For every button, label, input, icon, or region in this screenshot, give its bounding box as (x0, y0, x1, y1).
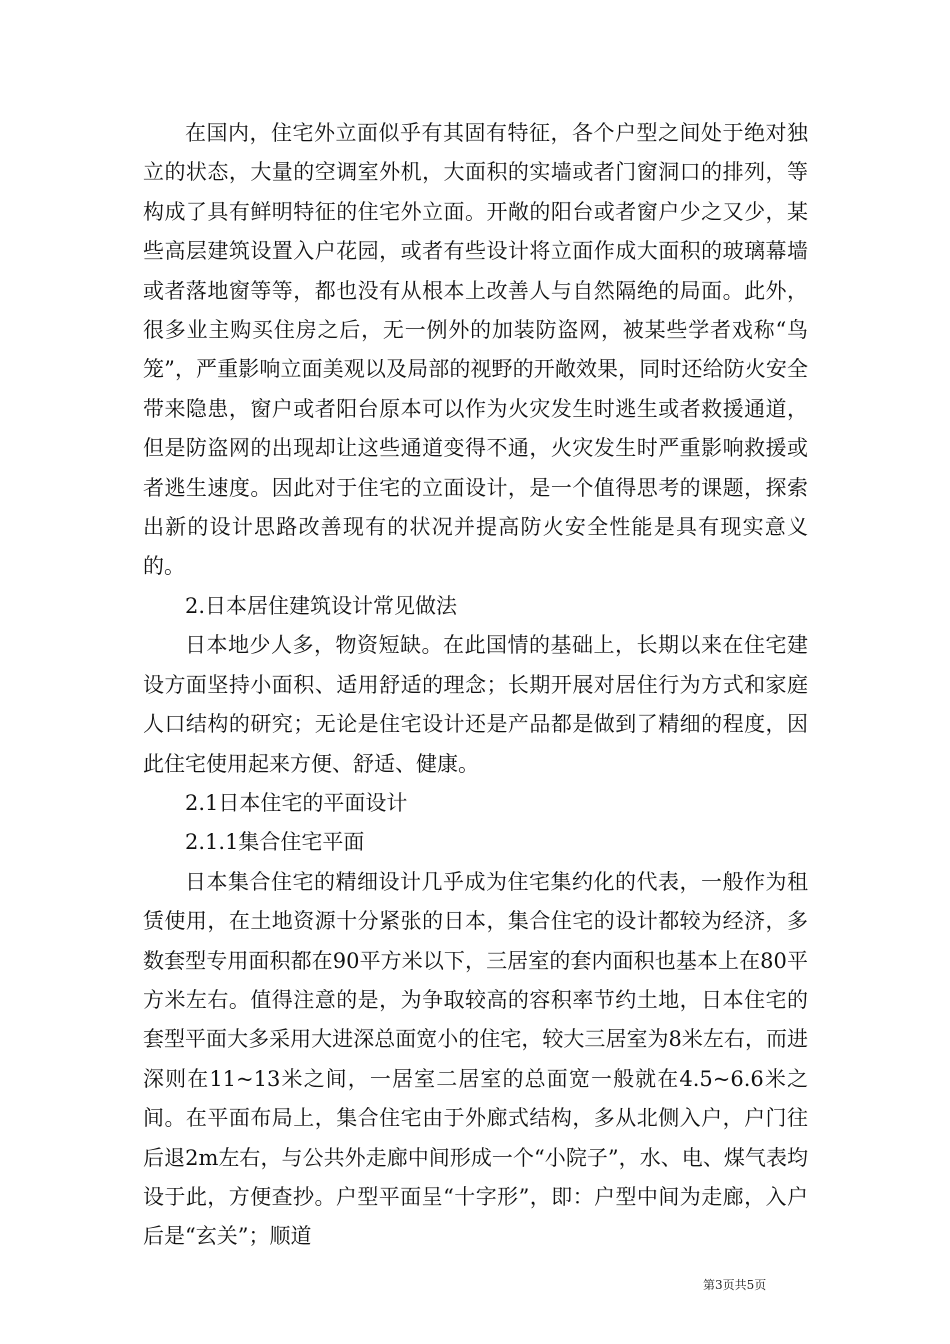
paragraph-japan-housing-intro: 日本地少人多，物资短缺。在此国情的基础上，长期以来在住宅建设方面坚持小面积、适用舒适的理念；长期开展对居住行为方式和家庭人口结构的研究；无论是住宅设计还是产品都是做到了精细的程度，因此住宅使用起来方便、舒适、健康。 (143, 633, 808, 776)
section-heading-2: 2.日本居住建筑设计常见做法 (185, 593, 458, 618)
page-number-footer: 第3页共5页 (703, 1278, 767, 1292)
paragraph-facade-issues: 在国内，住宅外立面似乎有其固有特征，各个户型之间处于绝对独立的状态，大量的空调室外机，大面积的实墙或者门窗洞口的排列，等构成了具有鲜明特征的住宅外立面。开敞的阳台或者窗户少之又少，某些高层建筑设置入户花园，或者有些设计将立面作成大面积的玻璃幕墙或者落地窗等等，都也没有从根本上改善人与自然隔绝的局面。此外，很多业主购买住房之后，无一例外的加装防盗网，被某些学者戏称“鸟笼”，严重影响立面美观以及局部的视野的开敞效果，同时还给防火安全带来隐患，窗户或者阳台原本可以作为火灾发生时逃生或者救援通道，但是防盗网的出现却让这些通道变得不通，火灾发生时严重影响救援或者逃生速度。因此对于住宅的立面设计，是一个值得思考的课题，探索出新的设计思路改善现有的状况并提高防火安全性能是具有现实意义的。 (143, 121, 808, 579)
section-heading-2-1: 2.1日本住宅的平面设计 (185, 790, 408, 815)
document-body (143, 114, 808, 1257)
section-heading-2-1-1: 2.1.1集合住宅平面 (185, 830, 365, 855)
paragraph-collective-housing: 日本集合住宅的精细设计几乎成为住宅集约化的代表，一般作为租赁使用，在土地资源十分紧张的日本，集合住宅的设计都较为经济，多数套型专用面积都在90平方米以下，三居室的套内面积也基本上在80平方米左右。值得注意的是，为争取较高的容积率节约土地，日本住宅的套型平面大多采用大进深总面宽小的住宅，较大三居室为8米左右，而进深则在11~13米之间，一居室二居室的总面宽一般就在4.5~6.6米之间。在平面布局上，集合住宅由于外廊式结构，多从北侧入户，户门往后退2m左右，与公共外走廊中间形成一个“小院子”，水、电、煤气表均设于此，方便查抄。户型平面呈“十字形”，即：户型中间为走廊，入户后是“玄关”；顺道 (143, 869, 808, 1249)
